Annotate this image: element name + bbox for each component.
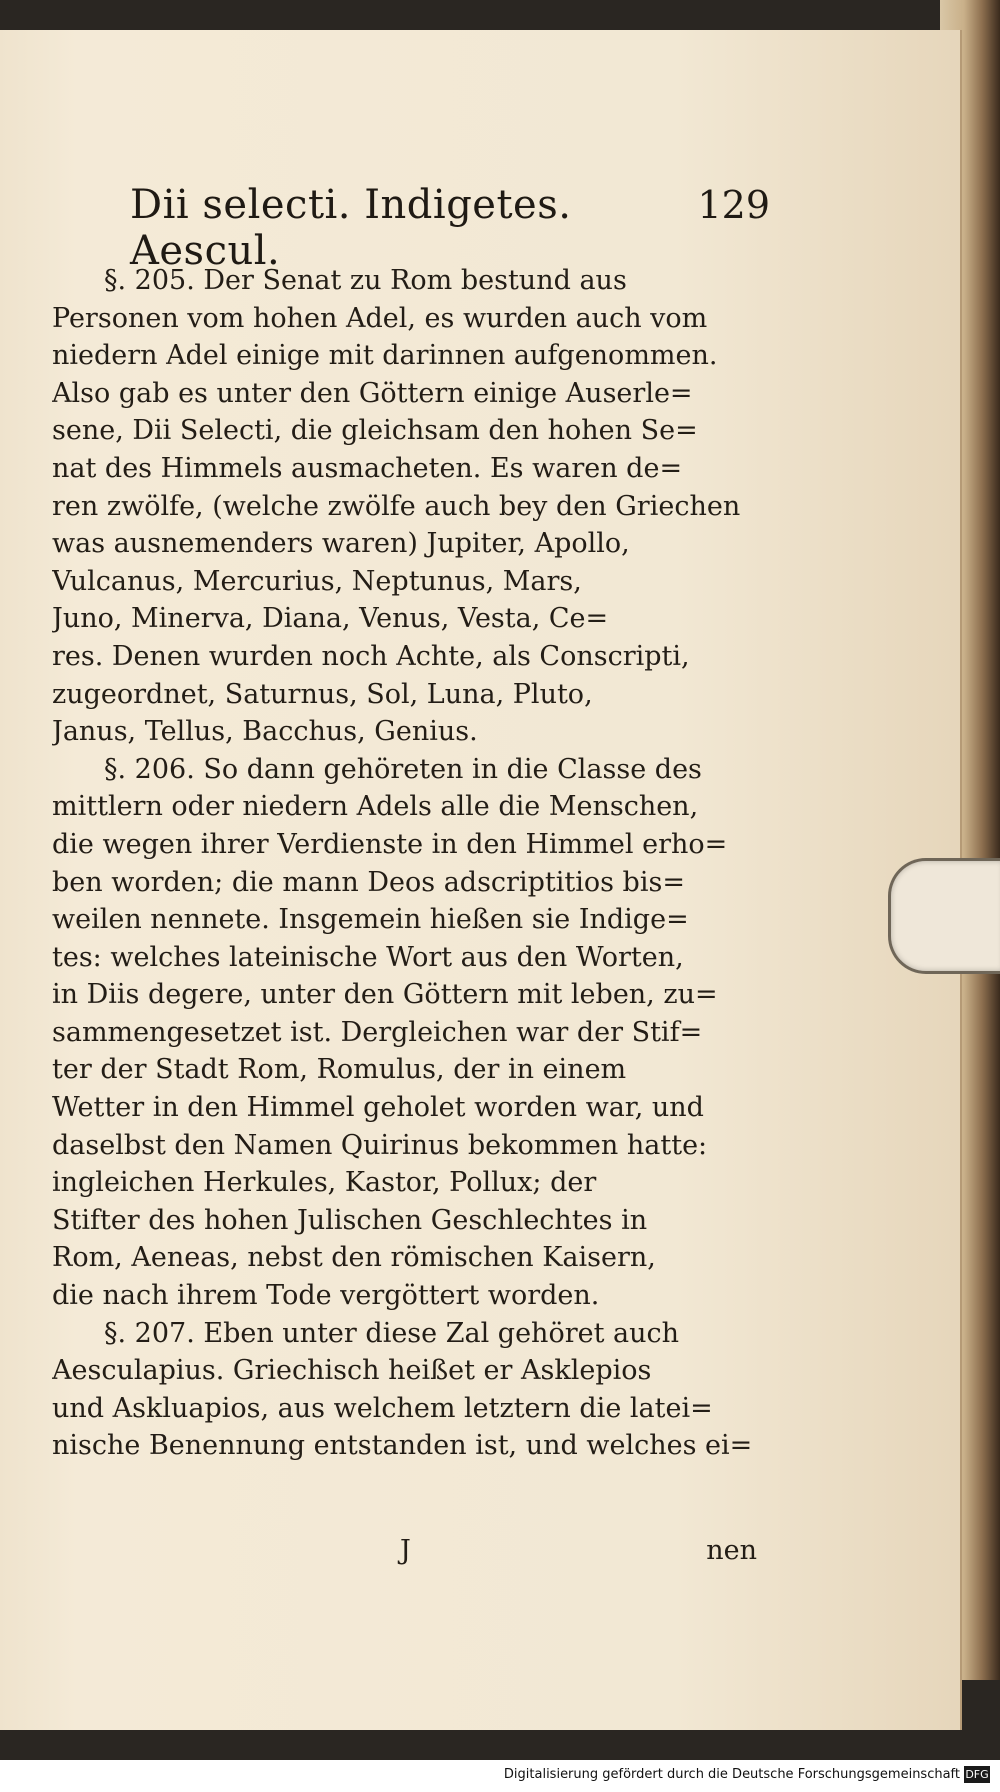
- text-line: §. 205. Der Senat zu Rom bestund aus: [104, 265, 627, 296]
- dfg-logo-icon: DFG: [965, 1768, 989, 1781]
- page-footer: [52, 1535, 757, 1566]
- text-line: Juno, Minerva, Diana, Venus, Vesta, Ce=: [52, 603, 609, 635]
- page-clip: [888, 858, 1000, 974]
- text-line: tes: welches lateinische Wort aus den Worten,: [52, 941, 684, 973]
- text-line: mittlern oder niedern Adels alle die Menschen,: [52, 791, 699, 823]
- text-line: Personen vom hohen Adel, es wurden auch vom: [52, 302, 708, 334]
- text-line: daselbst den Namen Quirinus bekommen hatte:: [52, 1129, 708, 1161]
- text-line: Janus, Tellus, Bacchus, Genius.: [52, 716, 478, 748]
- text-line: ingleichen Herkules, Kastor, Pollux; der: [52, 1167, 597, 1199]
- text-line: nische Benennung entstanden ist, und welches ei=: [52, 1430, 753, 1462]
- text-line: Rom, Aeneas, nebst den römischen Kaisern,: [52, 1242, 656, 1274]
- funding-credit: Digitalisierung gefördert durch die Deutsche Forschungsgemeinschaft: [503, 1767, 960, 1782]
- running-header-title: Dii selecti. Indigetes. Aescul.: [130, 182, 572, 274]
- text-line: und Askluapios, aus welchem letztern die latei=: [52, 1392, 713, 1424]
- text-line: ren zwölfe, (welche zwölfe auch bey den Griechen: [52, 490, 741, 522]
- catchword: nen: [706, 1535, 757, 1566]
- running-header: [130, 182, 770, 274]
- text-line: sene, Dii Selecti, die gleichsam den hohen Se=: [52, 415, 698, 447]
- text-line: was ausnemenders waren) Jupiter, Apollo,: [52, 528, 630, 560]
- text-line: Wetter in den Himmel geholet worden war, und: [52, 1092, 704, 1124]
- text-line: Also gab es unter den Göttern einige Auserle=: [52, 377, 693, 409]
- text-line: sammengesetzet ist. Dergleichen war der Stif=: [52, 1016, 703, 1048]
- text-line: weilen nennete. Insgemein hießen sie Indige=: [52, 904, 689, 936]
- text-line: niedern Adel einige mit darinnen aufgenommen.: [52, 340, 718, 372]
- page-number: 129: [697, 183, 770, 227]
- text-line: Stifter des hohen Julischen Geschlechtes in: [52, 1204, 648, 1236]
- text-line: Aesculapius. Griechisch heißet er Asklepios: [52, 1355, 652, 1387]
- text-line: ter der Stadt Rom, Romulus, der in einem: [52, 1054, 627, 1086]
- text-line: zugeordnet, Saturnus, Sol, Luna, Pluto,: [52, 678, 593, 710]
- text-line: res. Denen wurden noch Achte, als Conscripti,: [52, 640, 690, 672]
- text-line: nat des Himmels ausmacheten. Es waren de=: [52, 452, 683, 484]
- body-text: [52, 262, 757, 1465]
- text-line: ben worden; die mann Deos adscriptitios bis=: [52, 866, 685, 898]
- text-line: Vulcanus, Mercurius, Neptunus, Mars,: [52, 565, 582, 597]
- text-line: die wegen ihrer Verdienste in den Himmel erho=: [52, 828, 728, 860]
- text-line: §. 207. Eben unter diese Zal gehöret auch: [104, 1317, 680, 1349]
- signature-mark: J: [400, 1535, 411, 1566]
- text-line: §. 206. So dann gehöreten in die Classe des: [104, 753, 702, 785]
- text-line: die nach ihrem Tode vergöttert worden.: [52, 1280, 600, 1312]
- text-line: in Diis degere, unter den Göttern mit leben, zu=: [52, 979, 718, 1011]
